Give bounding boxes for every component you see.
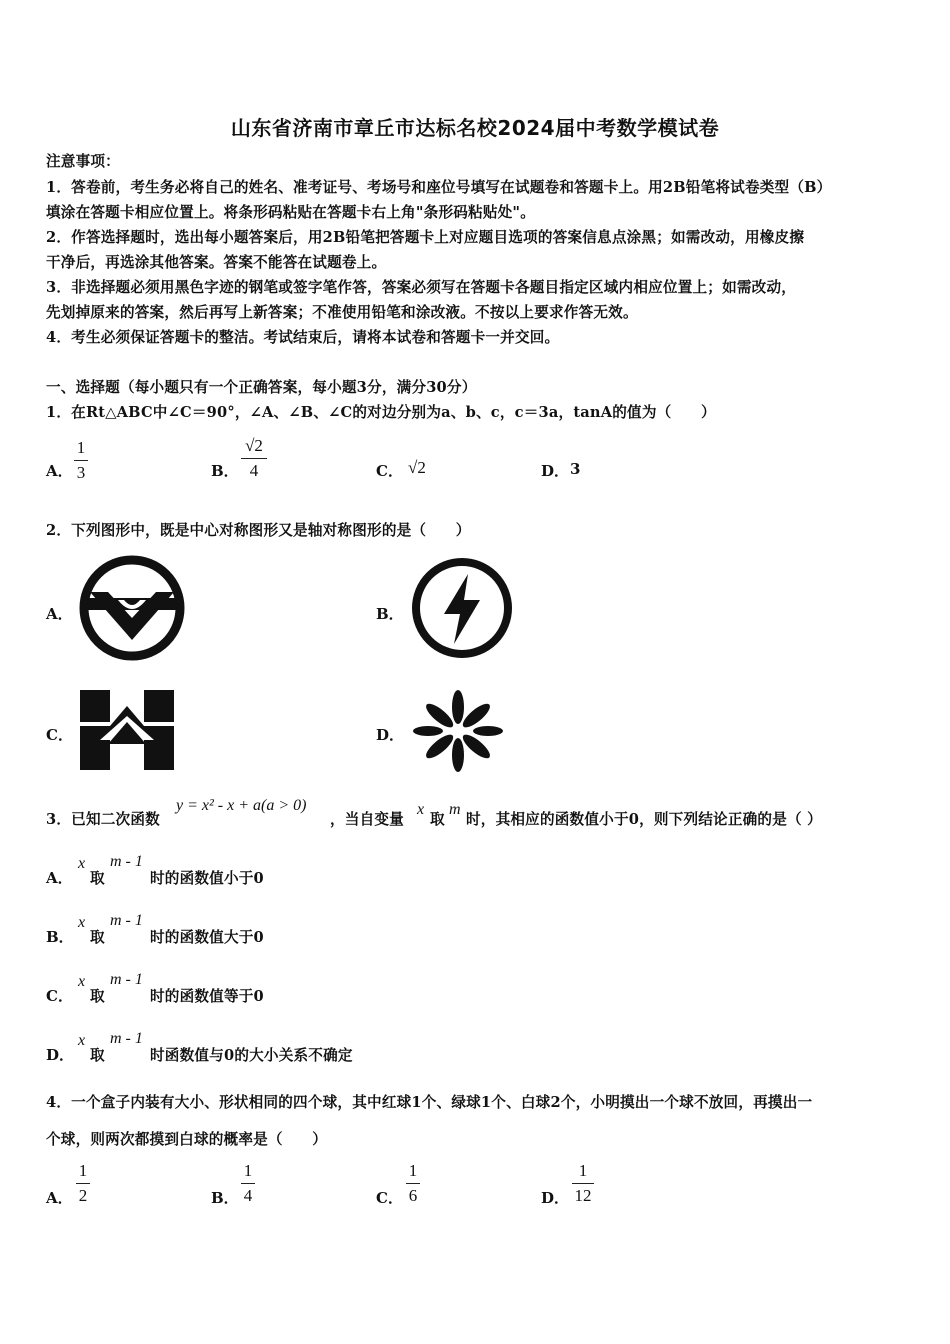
sqrt-value: √2	[408, 458, 426, 477]
quadratic-formula: y = x² - x + a(a > 0)	[176, 797, 307, 814]
variable-x: x	[78, 855, 86, 872]
option-label: B．	[211, 462, 239, 480]
fraction-denominator: 2	[78, 1186, 88, 1205]
option-label: D．	[541, 462, 570, 480]
option-label: B．	[46, 928, 74, 946]
fraction-denominator: 4	[249, 461, 259, 480]
option-label: D．	[376, 726, 405, 744]
option-label: A．	[46, 605, 73, 623]
page-title: 山东省济南市章丘市达标名校2024届中考数学模试卷	[230, 116, 720, 140]
option-label: B．	[376, 605, 404, 623]
fraction-numerator: 1	[408, 1161, 418, 1180]
option-label: D．	[46, 1046, 75, 1064]
option-label: C．	[46, 726, 73, 744]
notice-line: 3．非选择题必须用黑色字迹的钢笔或签字笔作答，答案必须写在答题卡各题目指定区域内相应位置上；如需改动，	[46, 279, 797, 296]
question-4-stem: 个球，则两次都摸到白球的概率是（ ）	[46, 1131, 328, 1148]
take-text: 取	[90, 870, 105, 887]
expression-m-minus-1: m - 1	[110, 1030, 143, 1047]
option-text: 时的函数值小于0	[150, 870, 264, 887]
variable-x: x	[417, 801, 425, 818]
question-3-stem-post: 时，其相应的函数值小于0，则下列结论正确的是（ ）	[466, 811, 822, 828]
option-text: 时的函数值大于0	[150, 929, 264, 946]
section-heading: 一、选择题（每小题只有一个正确答案，每小题3分，满分30分）	[46, 379, 477, 396]
take-text: 取	[90, 988, 105, 1005]
question-3-stem-pre: 3．已知二次函数	[46, 811, 160, 828]
question-3-stem-mid: ，当自变量	[330, 811, 404, 828]
option-label: D．	[541, 1189, 570, 1207]
circle-lightning-logo-icon	[406, 552, 518, 664]
option-label: C．	[46, 987, 73, 1005]
fraction-numerator: 1	[243, 1161, 253, 1180]
fraction	[76, 1161, 90, 1206]
fraction-denominator: 3	[76, 463, 86, 482]
expression-m-minus-1: m - 1	[110, 853, 143, 870]
variable-x: x	[78, 1032, 86, 1049]
notice-line: 先划掉原来的答案，然后再写上新答案；不准使用铅笔和涂改液。不按以上要求作答无效。	[46, 304, 638, 321]
option-label: A．	[46, 1189, 73, 1207]
fraction-denominator: 4	[243, 1186, 253, 1205]
option-text: 时函数值与0的大小关系不确定	[150, 1047, 353, 1064]
take-text: 取	[430, 811, 445, 828]
take-text: 取	[90, 1047, 105, 1064]
notice-line: 4．考生必须保证答题卡的整洁。考试结束后，请将本试卷和答题卡一并交回。	[46, 329, 560, 346]
fraction-denominator: 6	[408, 1186, 418, 1205]
take-text: 取	[90, 929, 105, 946]
option-label: C．	[376, 1189, 403, 1207]
notice-heading: 注意事项：	[46, 153, 120, 170]
circle-check-logo-icon	[76, 552, 188, 664]
notice-line: 1．答卷前，考生务必将自己的姓名、准考证号、考场号和座位号填写在试题卷和答题卡上。用2B铅笔将试卷类型（B）	[46, 179, 832, 196]
fraction-denominator: 12	[574, 1186, 592, 1205]
fraction	[406, 1161, 420, 1206]
option-label: B．	[211, 1189, 239, 1207]
variable-x: x	[78, 973, 86, 990]
fraction-numerator: 1	[578, 1161, 588, 1180]
fraction	[74, 438, 88, 483]
question-2-stem: 2．下列图形中，既是中心对称图形又是轴对称图形的是（ ）	[46, 522, 471, 539]
fraction	[241, 1161, 255, 1206]
option-text: 时的函数值等于0	[150, 988, 264, 1005]
notice-line: 填涂在答题卡相应位置上。将条形码粘贴在答题卡右上角"条形码粘贴处"。	[46, 204, 536, 221]
option-label: A．	[46, 462, 73, 480]
fraction-numerator: 1	[78, 1161, 88, 1180]
option-label: A．	[46, 869, 73, 887]
fraction-numerator: √2	[245, 436, 263, 455]
variable-m: m	[449, 801, 461, 818]
fraction-numerator: 1	[76, 438, 86, 457]
fraction	[572, 1161, 594, 1206]
question-4-stem: 4．一个盒子内装有大小、形状相同的四个球，其中红球1个、绿球1个、白球2个，小明摸出一个球不放回，再摸出一	[46, 1094, 813, 1111]
question-1-stem: 1．在Rt△ABC中∠C＝90°，∠A、∠B、∠C的对边分别为a、b、c，c＝3a，tanA的值为（ ）	[46, 404, 716, 421]
variable-x: x	[78, 914, 86, 931]
notice-line: 2．作答选择题时，选出每小题答案后，用2B铅笔把答题卡上对应题目选项的答案信息点涂黑；如需改动，用橡皮擦	[46, 229, 805, 246]
option-label: C．	[376, 462, 403, 480]
expression-m-minus-1: m - 1	[110, 971, 143, 988]
option-value: 3	[570, 460, 581, 478]
checker-mountain-logo-icon	[76, 686, 178, 774]
fraction	[241, 436, 267, 481]
petal-flower-logo-icon	[406, 686, 510, 776]
notice-line: 干净后，再选涂其他答案。答案不能答在试题卷上。	[46, 254, 387, 271]
expression-m-minus-1: m - 1	[110, 912, 143, 929]
